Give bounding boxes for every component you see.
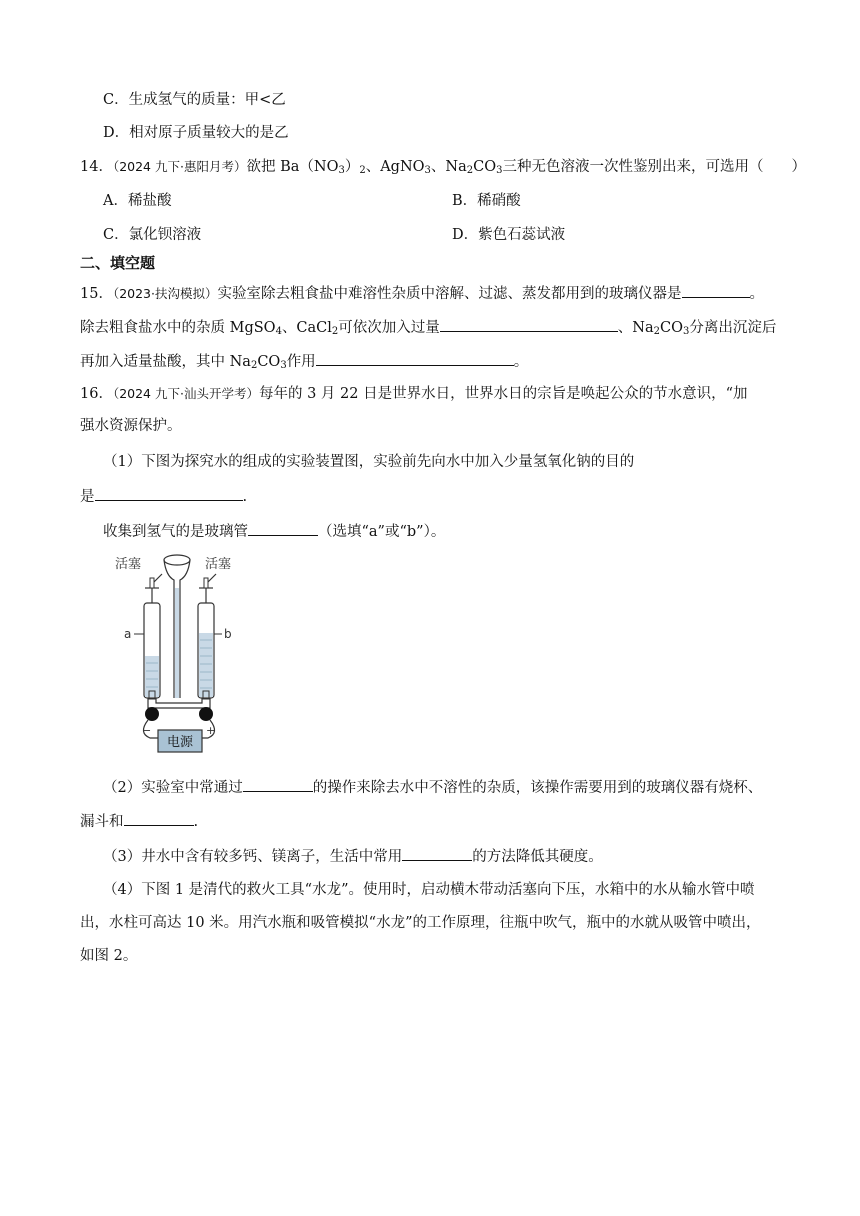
q14-options-row2 [103,225,843,245]
q13-option-d: D．相对原子质量较大的是乙 [103,125,289,141]
q14-option-c: C．氯化钡溶液 [103,227,202,243]
answer-blank[interactable] [95,485,243,501]
answer-blank[interactable] [402,845,472,861]
q16-part1-b: 是 . [80,485,820,507]
question-source: （2024 九下·惠阳月考） [112,159,247,174]
power-supply-label: 电源 [166,735,194,750]
q16-part1-a: （1）下图为探究水的组成的实验装置图，实验前先向水中加入少量氢氧化钠的目的 [103,454,635,470]
answer-blank[interactable] [316,350,514,366]
q14-option-d: D．紫色石蕊试液 [452,227,566,243]
negative-terminal-label: − [142,724,152,737]
q13-option-c: C．生成氢气的质量：甲<乙 [103,92,286,108]
question-number: 14． [80,159,113,175]
q16-line1: 16．（2024 九下·汕头开学考）每年的 3 月 22 日是世界水日，世界水日的宗旨是唤起公众的节水意识，“加 [80,386,748,402]
q14-stem: 14．（2024 九下·惠阳月考）欲把 $Ba(NO_3)_2$、AgNO$_3$、$Na_2CO_3$三种无色溶液一次性鉴别出来，可选用（ ） [80,159,806,176]
q16-part2-b: 漏斗和 . [80,810,820,832]
tube-b-label: b [224,627,232,641]
answer-blank[interactable] [248,520,318,536]
tube-a-label: a [124,627,132,641]
right-stopcock-label: 活塞 [205,557,232,572]
q16-part4-c: 如图 2。 [80,948,138,964]
q14-option-b: B．稀硝酸 [452,193,521,209]
question-number: 16． [80,386,113,402]
answer-blank[interactable] [682,282,750,298]
question-number: 15． [80,286,113,302]
section-heading: 二、填空题 [80,254,156,272]
q14-options-row1 [103,191,843,211]
q16-part2-a: （2）实验室中常通过 的操作来除去水中不溶性的杂质，该操作需要用到的玻璃仪器有烧杯、 [103,776,843,798]
q16-part4-b: 出，水柱可高达 10 米。用汽水瓶和吸管模拟“水龙”的工作原理，往瓶中吹气，瓶中的水就从吸管中喷出， [80,915,761,931]
answer-blank[interactable] [124,810,194,826]
q15-line1: 15．（2023·扶沟模拟）实验室除去粗食盐中难溶性杂质中溶解、过滤、蒸发都用到的玻璃仪器是 。 [80,282,820,304]
electrolysis-apparatus-diagram [110,548,290,758]
answer-blank[interactable] [440,316,618,332]
q16-part3: （3）井水中含有较多钙、镁离子，生活中常用 的方法降低其硬度。 [103,845,843,867]
q16-part1-c: 收集到氢气的是玻璃管 （选填“a”或“b”）。 [103,520,843,542]
question-source: （2023·扶沟模拟） [112,286,218,301]
positive-terminal-label: + [206,724,216,737]
q16-line2: 强水资源保护。 [80,418,182,434]
q16-part4-a: （4）下图 1 是清代的救火工具“水龙”。使用时，启动横木带动活塞向下压，水箱中的水从输水管中喷 [103,882,755,898]
answer-blank[interactable] [243,776,313,792]
q15-line3: 再加入适量盐酸，其中 $Na_2CO_3$作用 。 [80,350,820,372]
q15-line2: 除去粗食盐水中的杂质 MgSO$_4$、CaCl$_2$可依次加入过量 、$Na_2CO_3$分离出沉淀后 [80,316,820,338]
q14-option-a: A．稀盐酸 [103,193,172,209]
question-source: （2024 九下·汕头开学考） [112,386,259,401]
left-stopcock-label: 活塞 [115,557,142,572]
